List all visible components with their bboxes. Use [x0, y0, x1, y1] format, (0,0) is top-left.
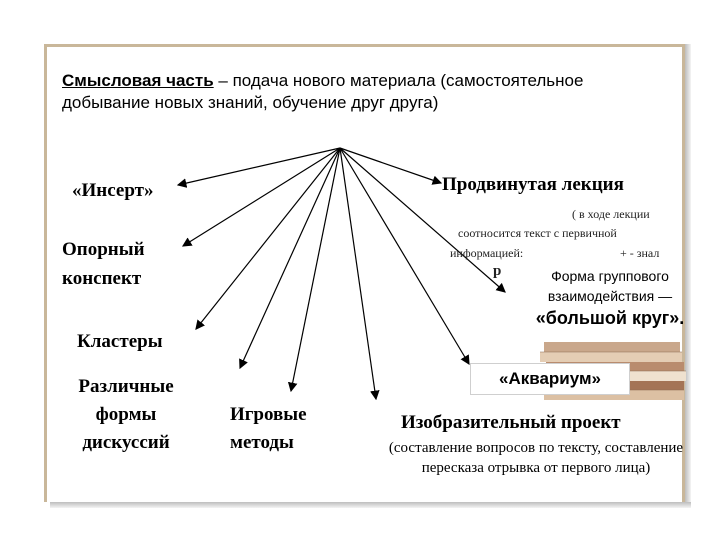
node-project-subtitle	[358, 438, 714, 478]
node-support-summary	[62, 235, 145, 293]
slide-title	[62, 70, 583, 114]
arrow-to-forms	[240, 148, 340, 368]
games-line2: методы	[230, 432, 294, 453]
lecture-sub1: ( в ходе лекции	[572, 207, 650, 221]
lecture-sub4: р	[493, 263, 502, 279]
forms-line3: дискуссий	[82, 432, 170, 453]
arrow-to-support	[183, 148, 340, 246]
forms-line1: Различные	[78, 376, 174, 397]
node-aquarium: «Аквариум»	[470, 363, 630, 395]
callout-line2: взаимодействия —	[547, 288, 673, 304]
arrow-to-project	[340, 148, 376, 399]
project-sub1: (составление вопросов по тексту, составление	[388, 440, 684, 456]
games-line1: Игровые	[230, 404, 307, 425]
title-rest: – подача нового материала (самостоятельное	[213, 71, 584, 90]
lecture-sub3: информацией:	[450, 246, 524, 260]
arrow-to-lecture	[340, 148, 441, 183]
support-line1: Опорный	[62, 239, 145, 260]
node-clusters: Кластеры	[77, 331, 163, 352]
lecture-sub2: соотносится текст с первичной	[458, 226, 617, 240]
callout-line3: «большой круг».	[535, 308, 685, 328]
node-lecture-title: Продвинутая лекция	[442, 174, 624, 195]
node-discussion-forms	[66, 373, 186, 457]
title-line2: добывание новых знаний, обучение друг друга)	[62, 93, 439, 112]
node-game-methods	[230, 401, 307, 457]
arrow-to-games	[291, 148, 340, 391]
node-insert: «Инсерт»	[72, 180, 154, 201]
node-project-title: Изобразительный проект	[401, 412, 621, 433]
callout-line1: Форма группового	[551, 268, 669, 284]
lecture-sub3b: + - знал	[620, 246, 660, 260]
title-underlined: Смысловая часть	[62, 71, 214, 90]
forms-line2: формы	[95, 404, 157, 425]
arrow-to-clusters	[196, 148, 340, 329]
callout-big-circle	[505, 266, 715, 330]
project-sub2: пересказа отрывка от первого лица)	[421, 460, 651, 476]
arrow-to-callout	[340, 148, 505, 292]
support-line2: конспект	[62, 268, 142, 289]
